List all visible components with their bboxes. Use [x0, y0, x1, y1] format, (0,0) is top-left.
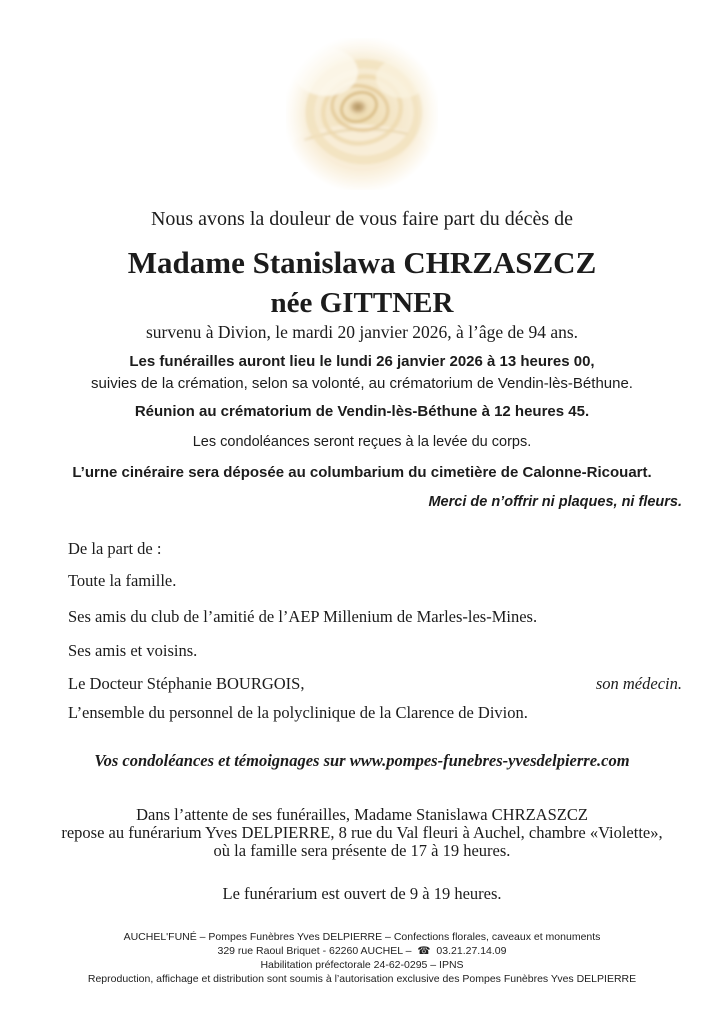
- intro-line: Nous avons la douleur de vous faire part du décès de: [150, 208, 574, 230]
- opening-hours-line: Le funérarium est ouvert de 9 à 19 heures.: [222, 884, 502, 903]
- doctor-role: son médecin.: [595, 674, 682, 693]
- family-heading: De la part de :: [68, 539, 162, 558]
- cremation-line: suivies de la crémation, selon sa volonté, au crématorium de Vendin-lès-Béthune.: [91, 375, 633, 392]
- footer-company-line: AUCHEL'FUNÉ – Pompes Funèbres Yves DELPIERRE – Confections florales, caveaux et monuments: [123, 931, 601, 943]
- deceased-name: Madame Stanislawa CHRZASZCZ: [127, 245, 597, 280]
- footer-address: 329 rue Raoul Briquet - 62260 AUCHEL –: [217, 945, 412, 957]
- rose-image: [286, 38, 438, 190]
- urn-line: L’urne cinéraire sera déposée au columbarium du cimetière de Calonne-Ricouart.: [72, 464, 652, 481]
- list-item-family: Toute la famille.: [68, 571, 177, 590]
- funeral-date-line: Les funérailles auront lieu le lundi 26 janvier 2026 à 13 heures 00,: [129, 353, 595, 370]
- footer-habilitation-line: Habilitation préfectorale 24-62-0295 – IPNS: [260, 959, 464, 971]
- repose-line-1: Dans l’attente de ses funérailles, Madame Stanislawa CHRZASZCZ: [136, 805, 588, 824]
- footer-phone-number: 03.21.27.14.09: [436, 945, 507, 957]
- white-rose-photo: [286, 38, 438, 190]
- doctor-row: [68, 674, 682, 694]
- repose-section: [0, 806, 724, 860]
- death-info-line: survenu à Divion, le mardi 20 janvier 2026, à l’âge de 94 ans.: [145, 322, 579, 342]
- funeral-home-footer: [0, 930, 724, 986]
- repose-line-3: où la famille sera présente de 17 à 19 heures.: [213, 841, 511, 860]
- condolences-line: Les condoléances seront reçues à la levée du corps.: [192, 434, 532, 450]
- no-flowers-note: Merci de n’offrir ni plaques, ni fleurs.: [428, 494, 682, 510]
- phone-icon: ☎: [417, 945, 431, 957]
- list-item-clinic-staff: L’ensemble du personnel de la polyclinique de la Clarence de Divion.: [68, 703, 528, 722]
- condolences-website-line: Vos condoléances et témoignages sur www.pompes-funebres-yvesdelpierre.com: [94, 751, 630, 770]
- list-item-friends-neighbors: Ses amis et voisins.: [68, 641, 198, 660]
- doctor-name: Le Docteur Stéphanie BOURGOIS,: [68, 674, 305, 693]
- footer-legal-line: Reproduction, affichage et distribution sont soumis à l’autorisation exclusive des Pompes Funèbres Yves DELPIERRE: [87, 973, 637, 985]
- repose-line-2: repose au funérarium Yves DELPIERRE, 8 rue du Val fleuri à Auchel, chambre «Violette»,: [61, 823, 663, 842]
- reunion-line: Réunion au crématorium de Vendin-lès-Béthune à 12 heures 45.: [134, 403, 590, 420]
- family-section: [68, 539, 682, 723]
- list-item-friends-club: Ses amis du club de l’amitié de l’AEP Millenium de Marles-les-Mines.: [68, 607, 538, 626]
- deceased-maiden-name: née GITTNER: [270, 287, 454, 319]
- footer-address-line: [0, 944, 724, 958]
